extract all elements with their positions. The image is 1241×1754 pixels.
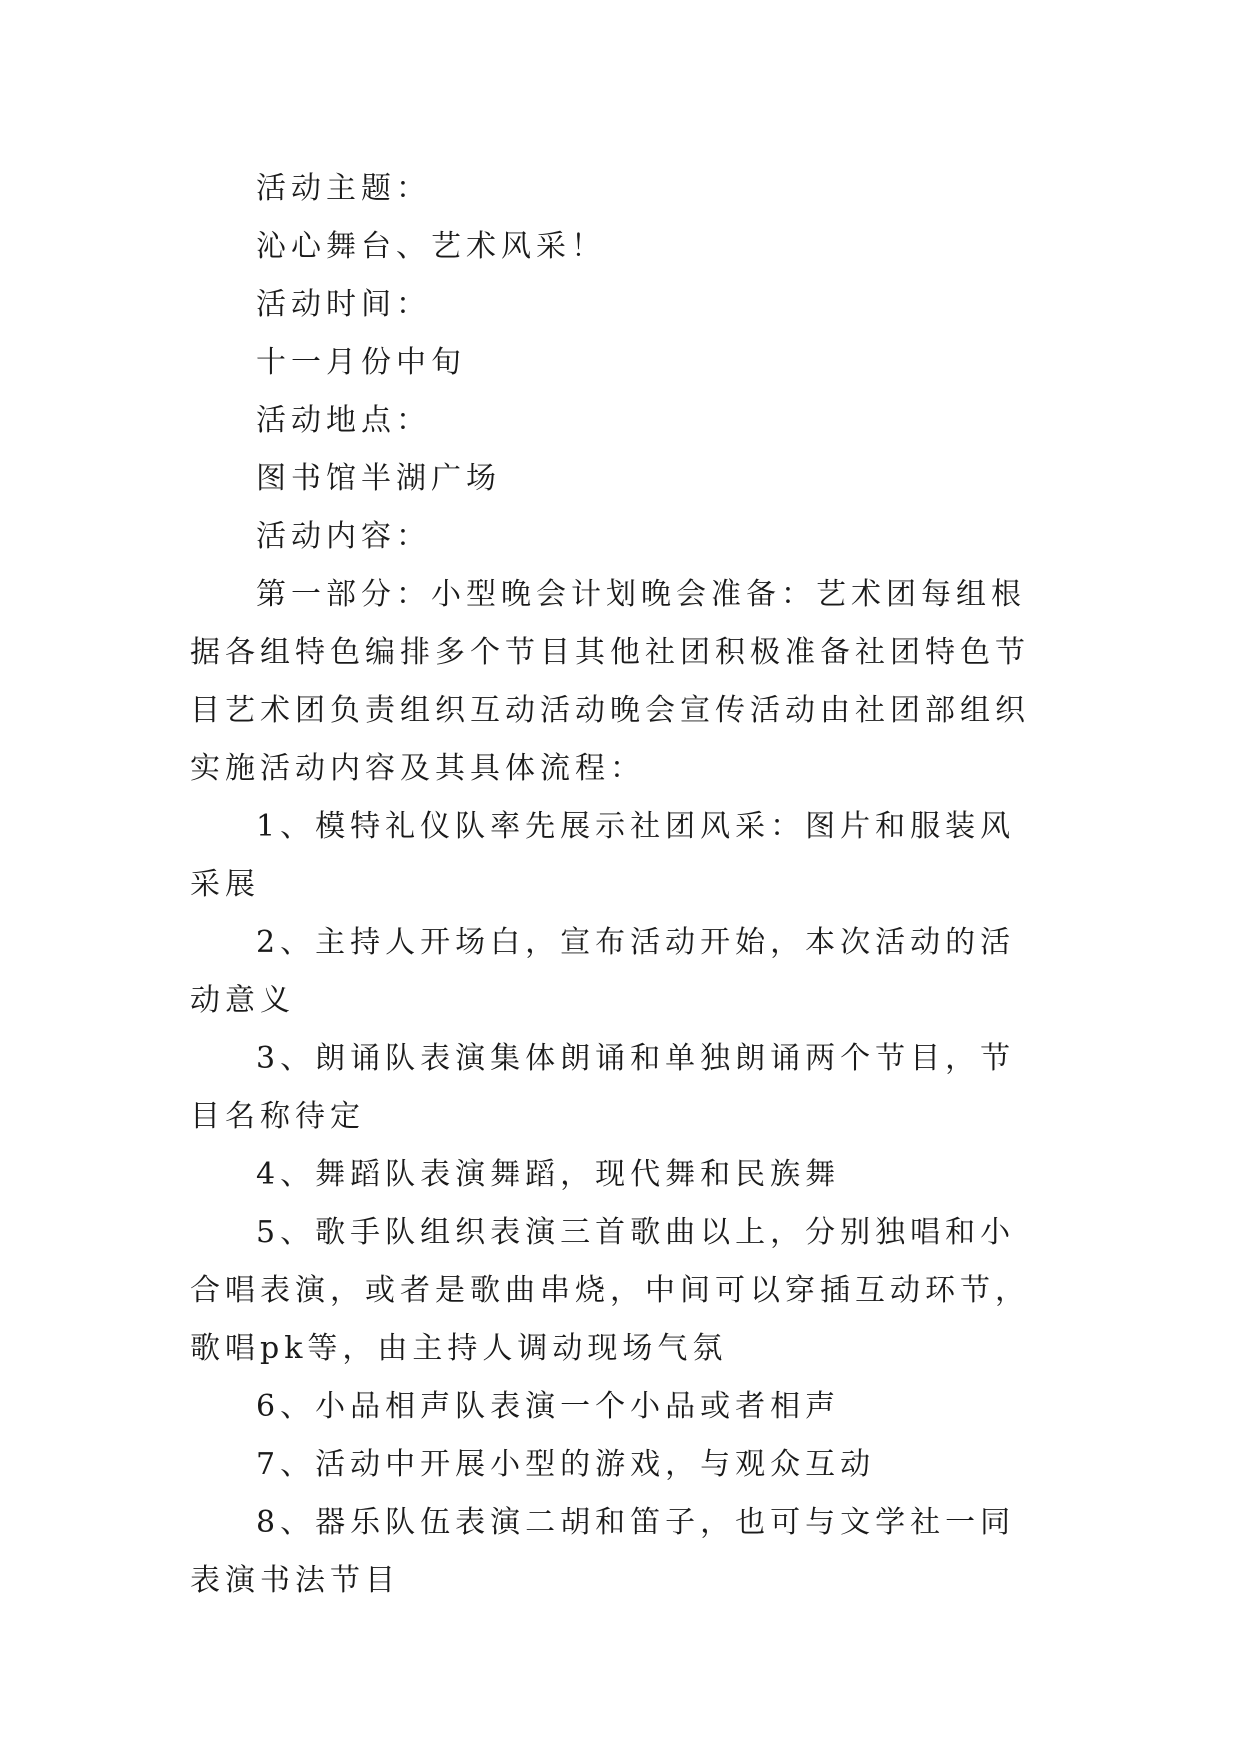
paragraph-location: 图书馆半湖广场 bbox=[256, 461, 501, 496]
list-item: 4、舞蹈队表演舞蹈，现代舞和民族舞 bbox=[256, 1157, 841, 1192]
list-item: 8、器乐队伍表演二胡和笛子，也可与文学社一同表演书法节目 bbox=[190, 1505, 1016, 1598]
paragraph-theme: 沁心舞台、艺术风采！ bbox=[256, 229, 606, 264]
list-item: 3、朗诵队表演集体朗诵和单独朗诵两个节目，节目名称待定 bbox=[190, 1041, 1016, 1134]
paragraph-content-label: 活动内容： bbox=[256, 519, 431, 554]
list-item: 6、小品相声队表演一个小品或者相声 bbox=[256, 1389, 841, 1424]
list-item: 2、主持人开场白，宣布活动开始，本次活动的活动意义 bbox=[190, 925, 1016, 1018]
list-item: 5、歌手队组织表演三首歌曲以上，分别独唱和小合唱表演，或者是歌曲串烧，中间可以穿插互动环节，歌唱pk等，由主持人调动现场气氛 bbox=[190, 1215, 1030, 1366]
paragraph-location-label: 活动地点： bbox=[256, 403, 431, 438]
paragraph-part-one: 第一部分：小型晚会计划晚会准备：艺术团每组根据各组特色编排多个节目其他社团积极准备社团特色节目艺术团负责组织互动活动晚会宣传活动由社团部组织实施活动内容及其具体流程： bbox=[190, 577, 1030, 786]
list-item: 1、模特礼仪队率先展示社团风采：图片和服装风采展 bbox=[190, 809, 1016, 902]
document-body bbox=[190, 160, 1050, 1610]
paragraph-time: 十一月份中旬 bbox=[256, 345, 466, 380]
paragraph-time-label: 活动时间： bbox=[256, 287, 431, 322]
list-item: 7、活动中开展小型的游戏，与观众互动 bbox=[256, 1447, 876, 1482]
paragraph-theme-label: 活动主题： bbox=[256, 171, 431, 206]
